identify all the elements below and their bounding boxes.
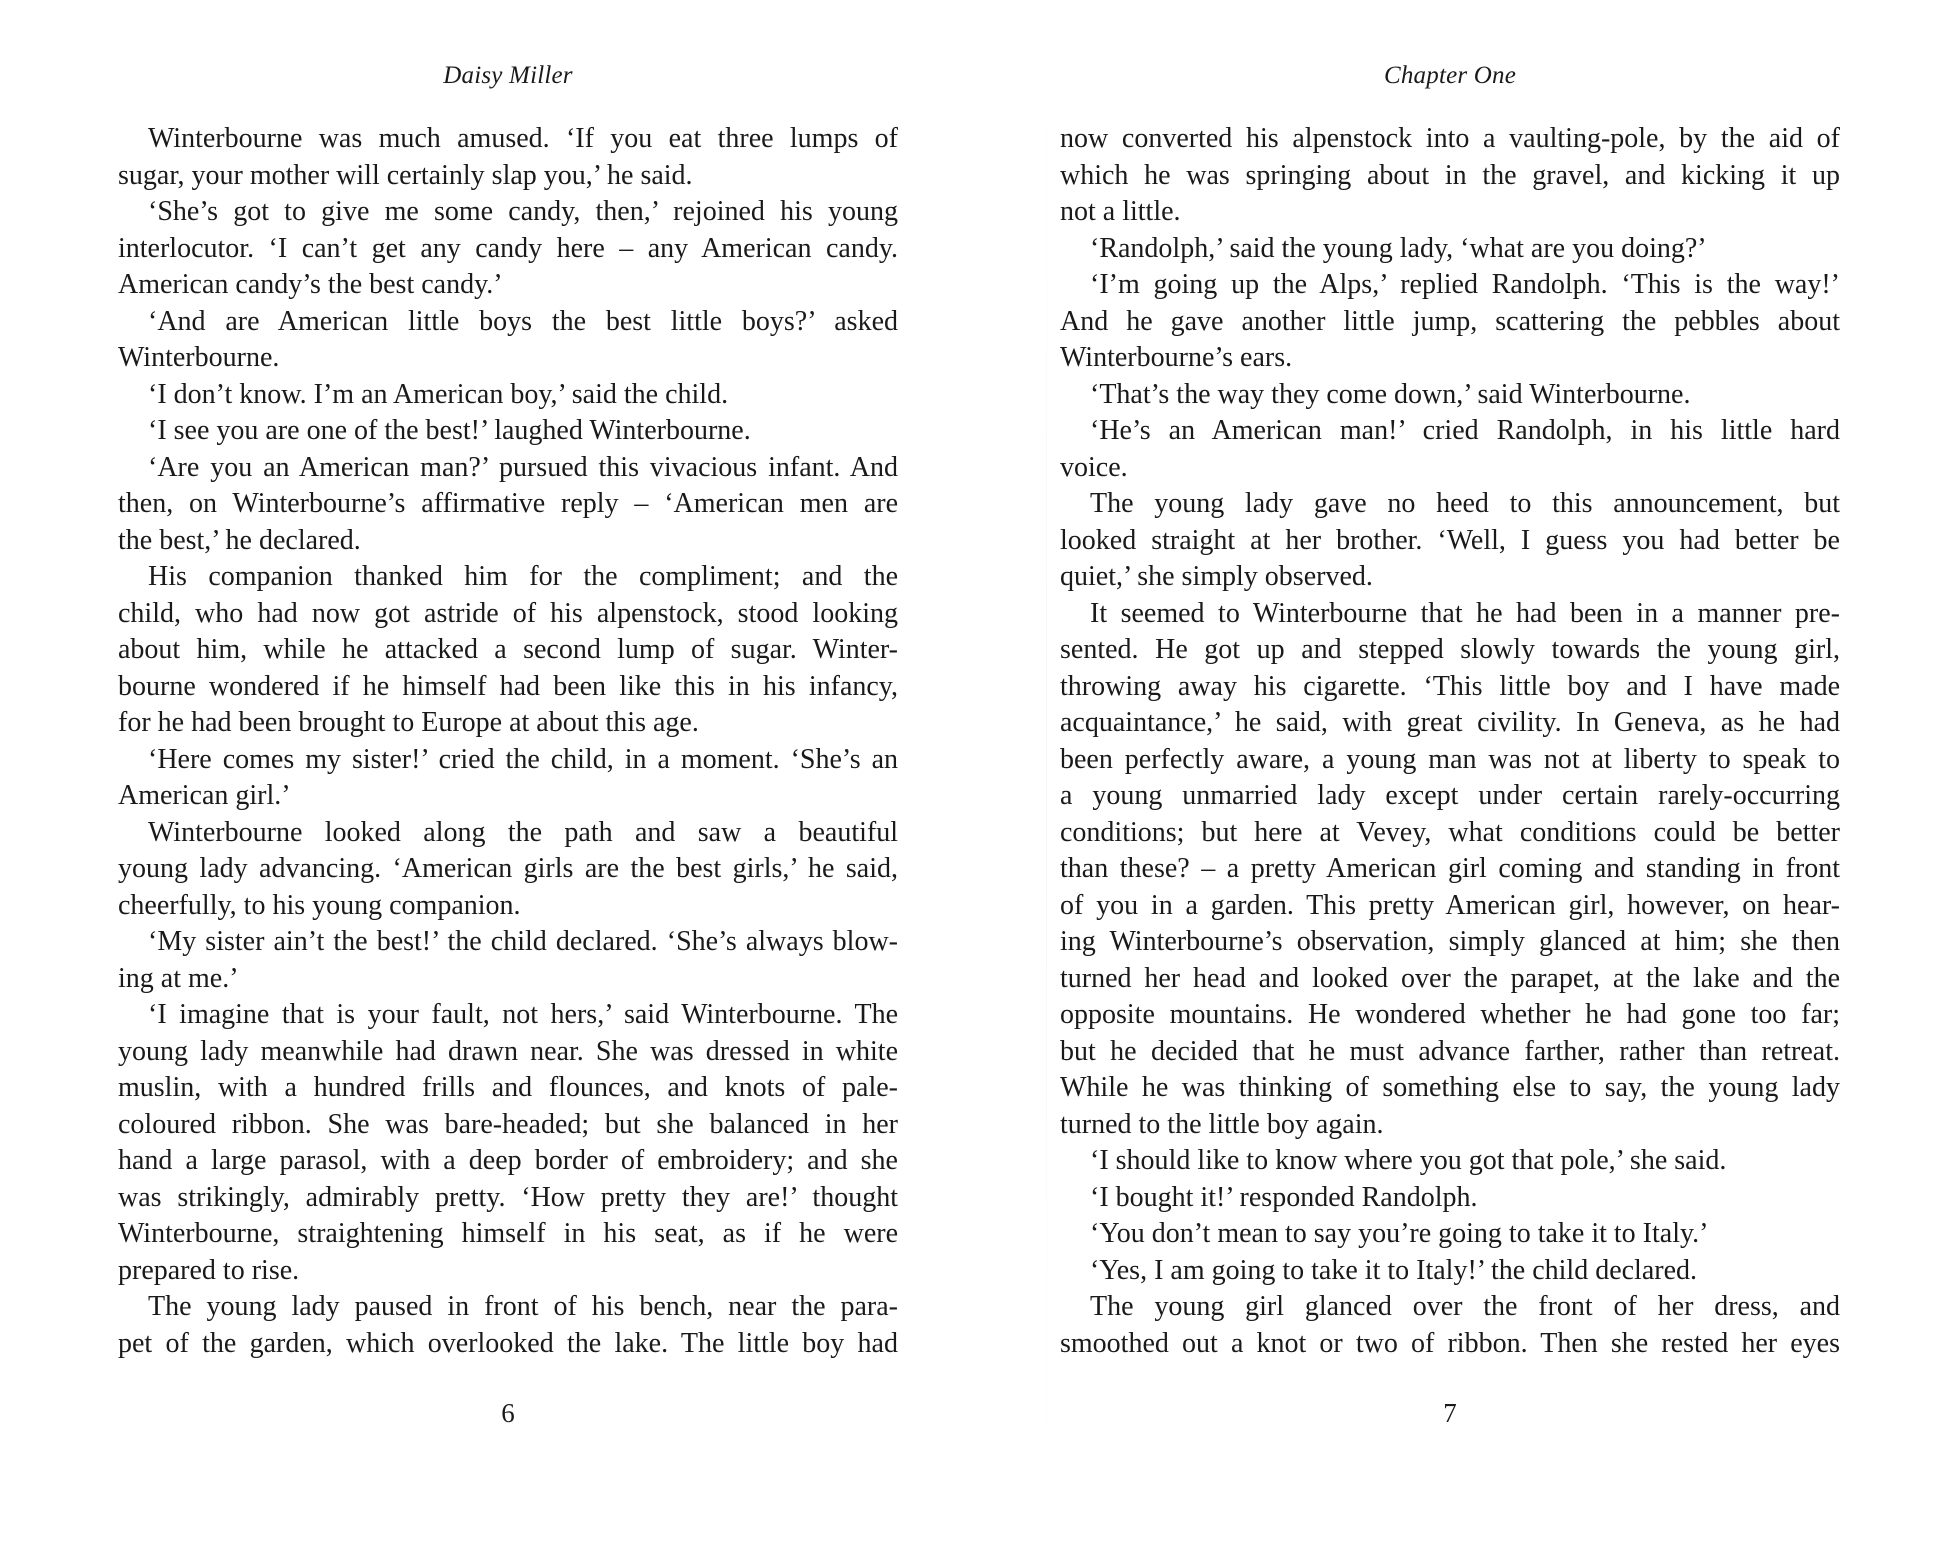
text-line: Winterbourne, straightening himself in his seat, as if he were (118, 1218, 898, 1249)
text-line: young lady advancing. ‘American girls are the best girls,’ he said, (118, 853, 898, 884)
text-line: It seemed to Winterbourne that he had been in a manner pre- (1090, 597, 1840, 629)
running-head-book-title: Daisy Miller (443, 62, 573, 89)
text-line: Winterbourne was much amused. ‘If you eat three lumps of (148, 123, 898, 154)
text-line: ing Winterbourne’s observation, simply glanced at him; she then (1060, 926, 1840, 957)
text-line: voice. (1060, 451, 1128, 483)
text-line: bourne wondered if he himself had been like this in his infancy, (118, 670, 898, 702)
text-line: muslin, with a hundred frills and flounces, and knots of pale- (118, 1072, 898, 1103)
text-line: opposite mountains. He wondered whether he had gone too far; (1060, 999, 1840, 1030)
text-line: interlocutor. ‘I can’t get any candy here – any American candy. (118, 232, 898, 264)
text-line: ‘Here comes my sister!’ cried the child, in a moment. ‘She’s an (148, 743, 898, 775)
text-line: turned her head and looked over the parapet, at the lake and the (1060, 962, 1840, 994)
text-line: And he gave another little jump, scattering the pebbles about (1060, 305, 1840, 337)
text-line: was strikingly, admirably pretty. ‘How pretty they are!’ thought (118, 1181, 898, 1213)
text-line: coloured ribbon. She was bare-headed; but she balanced in her (118, 1108, 898, 1140)
text-line: The young lady gave no heed to this announcement, but (1090, 488, 1840, 519)
text-line: sented. He got up and stepped slowly towards the young girl, (1060, 634, 1840, 665)
text-line: ‘That’s the way they come down,’ said Winterbourne. (1090, 378, 1691, 410)
gutter (1046, 0, 1047, 1552)
text-line: now converted his alpenstock into a vaulting-pole, by the aid of (1060, 123, 1840, 154)
text-line: the best,’ he declared. (118, 524, 361, 556)
text-line: of you in a garden. This pretty American girl, however, on hear- (1060, 889, 1840, 921)
text-line: ‘She’s got to give me some candy, then,’ rejoined his young (148, 196, 898, 227)
text-line: not a little. (1060, 196, 1181, 227)
text-line: young lady meanwhile had drawn near. She was dressed in white (118, 1035, 898, 1067)
text-line: ‘Are you an American man?’ pursued this vivacious infant. And (148, 451, 898, 483)
running-head-chapter-title: Chapter One (1383, 62, 1517, 89)
text-line: ‘Randolph,’ said the young lady, ‘what are you doing?’ (1090, 232, 1707, 264)
left-page-text (118, 121, 898, 1362)
text-line: conditions; but here at Vevey, what conditions could be better (1060, 816, 1840, 848)
text-line: child, who had now got astride of his alpenstock, stood looking (118, 597, 898, 629)
text-line: which he was springing about in the gravel, and kicking it up (1060, 159, 1840, 191)
text-line: Winterbourne looked along the path and saw a beautiful (148, 816, 898, 848)
text-line: but he decided that he must advance farther, rather than retreat. (1060, 1035, 1840, 1067)
text-line: pet of the garden, which overlooked the lake. The little boy had (118, 1327, 898, 1359)
text-line: Winterbourne. (118, 342, 280, 373)
text-line: ‘I don’t know. I’m an American boy,’ said the child. (148, 378, 729, 410)
text-line: then, on Winterbourne’s affirmative reply – ‘American men are (118, 488, 898, 519)
page-number: 7 (1443, 1398, 1457, 1428)
right-page-text (1060, 121, 1840, 1362)
text-line: The young girl glanced over the front of her dress, and (1090, 1291, 1840, 1322)
text-line: ‘I should like to know where you got that pole,’ she said. (1090, 1145, 1727, 1176)
text-line: ‘He’s an American man!’ cried Randolph, in his little hard (1090, 415, 1840, 446)
text-line: for he had been brought to Europe at about this age. (118, 707, 699, 738)
text-line: about him, while he attacked a second lump of sugar. Winter- (118, 634, 898, 665)
text-line: Winterbourne’s ears. (1060, 342, 1293, 373)
text-line: than these? – a pretty American girl coming and standing in front (1060, 853, 1840, 884)
text-line: throwing away his cigarette. ‘This little boy and I have made (1060, 670, 1840, 702)
text-line: cheerfully, to his young companion. (118, 889, 521, 921)
text-line: ‘I’m going up the Alps,’ replied Randolph. ‘This is the way!’ (1090, 269, 1840, 300)
text-line: American girl.’ (118, 780, 291, 811)
text-line: hand a large parasol, with a deep border of embroidery; and she (118, 1145, 898, 1176)
text-line: ‘I bought it!’ responded Randolph. (1090, 1181, 1478, 1213)
text-line: a young unmarried lady except under certain rarely-occurring (1060, 780, 1840, 811)
page-number: 6 (501, 1398, 515, 1428)
text-line: sugar, your mother will certainly slap you,’ he said. (118, 159, 693, 191)
text-line: been perfectly aware, a young man was not at liberty to speak to (1060, 743, 1840, 775)
text-line: looked straight at her brother. ‘Well, I guess you had better be (1060, 524, 1840, 556)
text-line: While he was thinking of something else to say, the young lady (1060, 1072, 1840, 1103)
text-line: ‘Yes, I am going to take it to Italy!’ the child declared. (1090, 1254, 1698, 1286)
text-line: ‘My sister ain’t the best!’ the child declared. ‘She’s always blow- (148, 926, 898, 957)
right-page (1060, 0, 1840, 1552)
text-line: The young lady paused in front of his bench, near the para- (148, 1291, 898, 1322)
text-line: ‘I imagine that is your fault, not hers,’ said Winterbourne. The (148, 999, 898, 1030)
text-line: quiet,’ she simply observed. (1060, 561, 1373, 592)
text-line: ‘You don’t mean to say you’re going to take it to Italy.’ (1090, 1218, 1709, 1249)
left-page (118, 0, 898, 1552)
text-line: acquaintance,’ he said, with great civility. In Geneva, as he had (1060, 707, 1840, 738)
text-line: American candy’s the best candy.’ (118, 269, 503, 300)
text-line: ‘I see you are one of the best!’ laughed Winterbourne. (148, 415, 751, 446)
text-line: turned to the little boy again. (1060, 1108, 1384, 1140)
text-line: His companion thanked him for the compliment; and the (148, 561, 898, 592)
text-line: ing at me.’ (118, 962, 239, 994)
text-line: smoothed out a knot or two of ribbon. Then she rested her eyes (1060, 1327, 1840, 1359)
text-line: prepared to rise. (118, 1254, 300, 1286)
text-line: ‘And are American little boys the best little boys?’ asked (148, 305, 898, 337)
